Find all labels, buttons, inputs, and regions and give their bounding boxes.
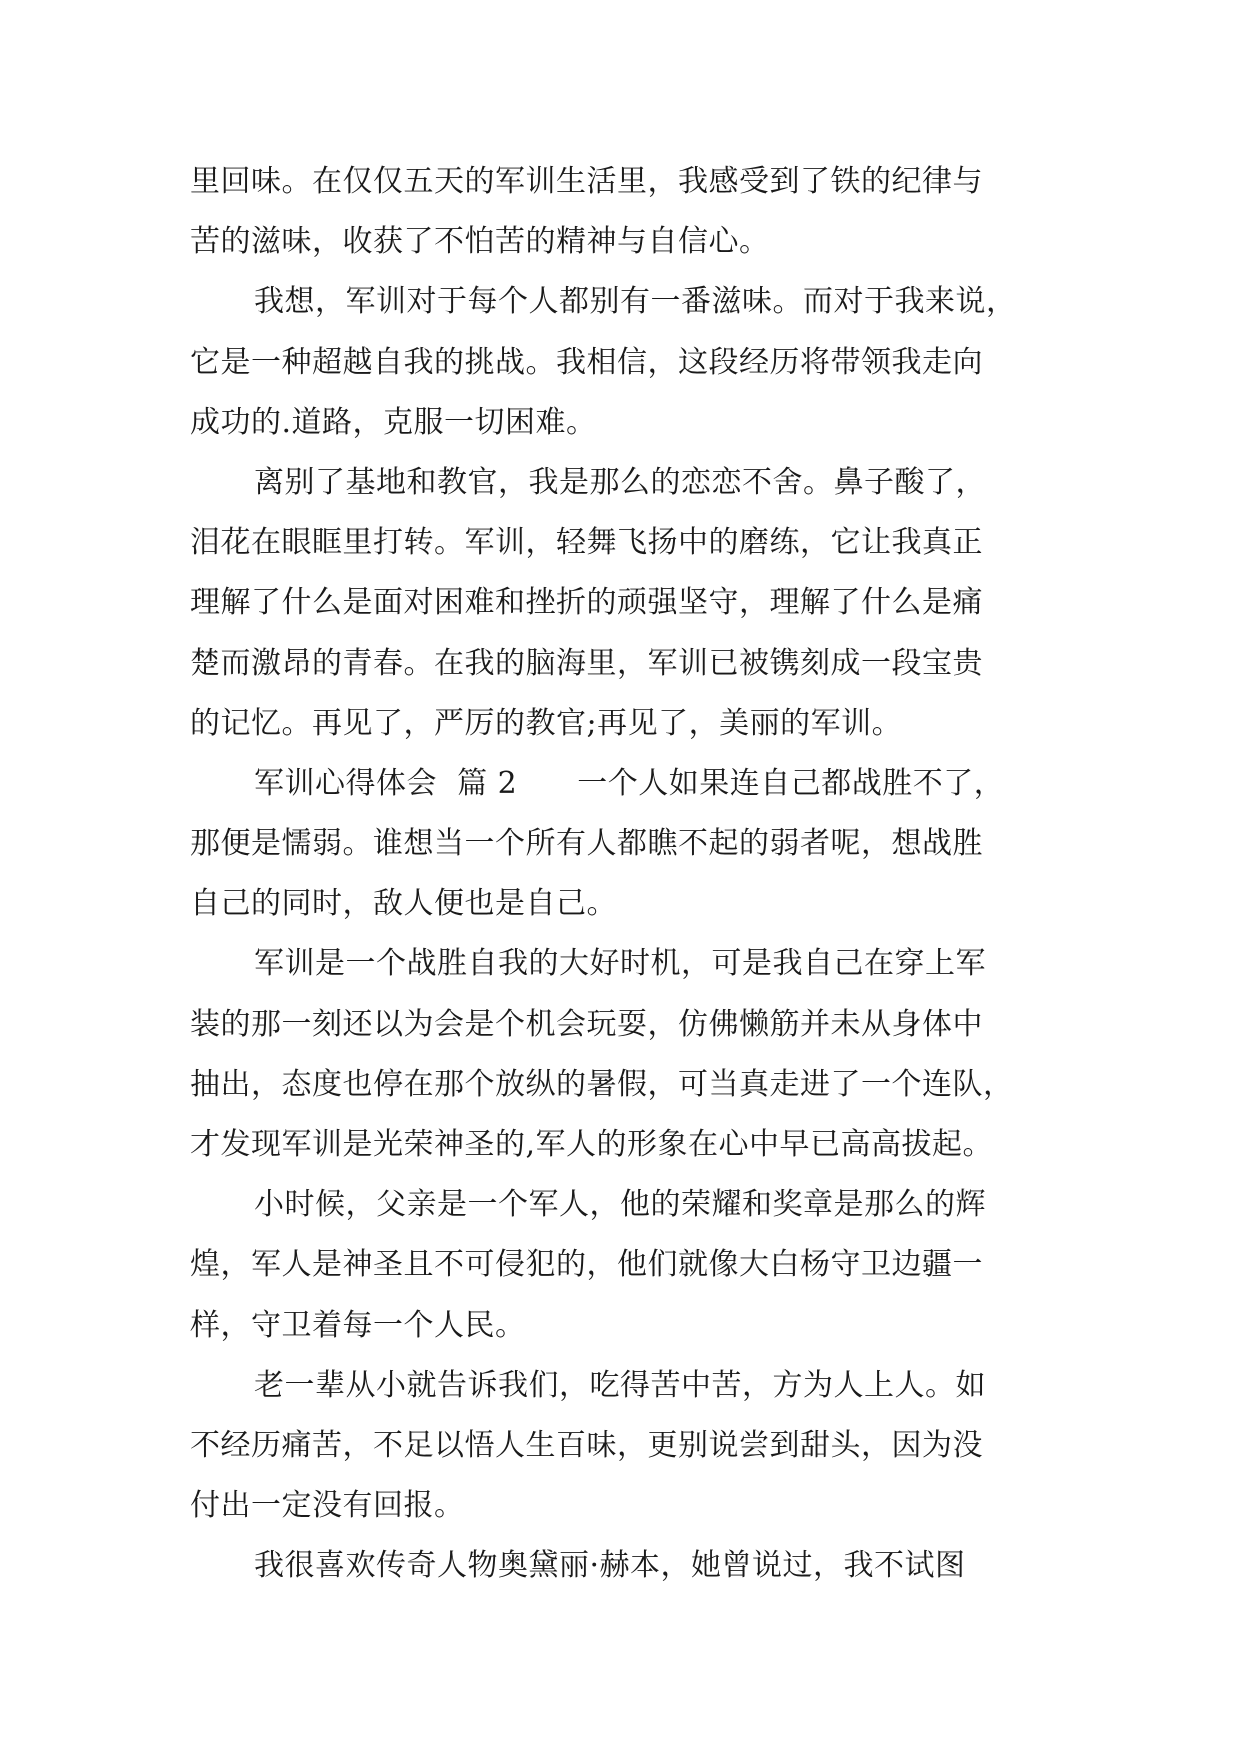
text-line: 煌，军人是神圣且不可侵犯的，他们就像大白杨守卫边疆一 [190, 1247, 983, 1283]
text-line: 军训是一个战胜自我的大好时机，可是我自己在穿上军 [254, 946, 986, 982]
text-line: 我很喜欢传奇人物奥黛丽·赫本，她曾说过，我不试图 [254, 1548, 966, 1584]
text-line: 付出一定没有回报。 [190, 1488, 465, 1524]
document-page [190, 152, 1066, 1597]
text-line: 苦的滋味，收获了不怕苦的精神与自信心。 [190, 224, 770, 260]
text-line: 它是一种超越自我的挑战。我相信，这段经历将带领我走向 [190, 344, 983, 380]
text-line: 离别了基地和教官，我是那么的恋恋不舍。鼻子酸了， [254, 464, 986, 500]
text-line: 才发现军训是光荣神圣的,军人的形象在心中早已高高拔起。 [190, 1127, 994, 1162]
section-first-line: 一个人如果连自己都战胜不了， [577, 765, 1005, 801]
text-line: 不经历痛苦，不足以悟人生百味，更别说尝到甜头，因为没 [190, 1427, 983, 1463]
text-line: 泪花在眼眶里打转。军训，轻舞飞扬中的磨练，它让我真正 [190, 525, 983, 561]
text-line: 自己的同时，敌人便也是自己。 [190, 886, 617, 922]
text-line: 小时候，父亲是一个军人，他的荣耀和奖章是那么的辉 [254, 1187, 986, 1223]
text-line: 样，守卫着每一个人民。 [190, 1307, 526, 1343]
text-line: 楚而激昂的青春。在我的脑海里，军训已被镌刻成一段宝贵 [190, 645, 983, 681]
text-line: 我想，军训对于每个人都别有一番滋味。而对于我来说， [254, 284, 1017, 320]
text-line: 老一辈从小就告诉我们，吃得苦中苦，方为人上人。如 [254, 1367, 986, 1403]
text-line: 里回味。在仅仅五天的军训生活里，我感受到了铁的纪律与 [190, 164, 983, 199]
text-line: 成功的.道路，克服一切困难。 [190, 404, 597, 440]
section-heading: 军训心得体会 篇 2 [254, 765, 518, 801]
text-line: 的记忆。再见了，严厉的教官;再见了，美丽的军训。 [190, 705, 903, 741]
section-heading-line [190, 754, 1066, 814]
text-line: 装的那一刻还以为会是个机会玩耍，仿佛懒筋并未从身体中 [190, 1006, 983, 1042]
text-line: 抽出，态度也停在那个放纵的暑假，可当真走进了一个连队， [190, 1066, 1014, 1102]
text-line: 理解了什么是面对困难和挫折的顽强坚守，理解了什么是痛 [190, 585, 983, 621]
text-line: 那便是懦弱。谁想当一个所有人都瞧不起的弱者呢，想战胜 [190, 826, 983, 862]
